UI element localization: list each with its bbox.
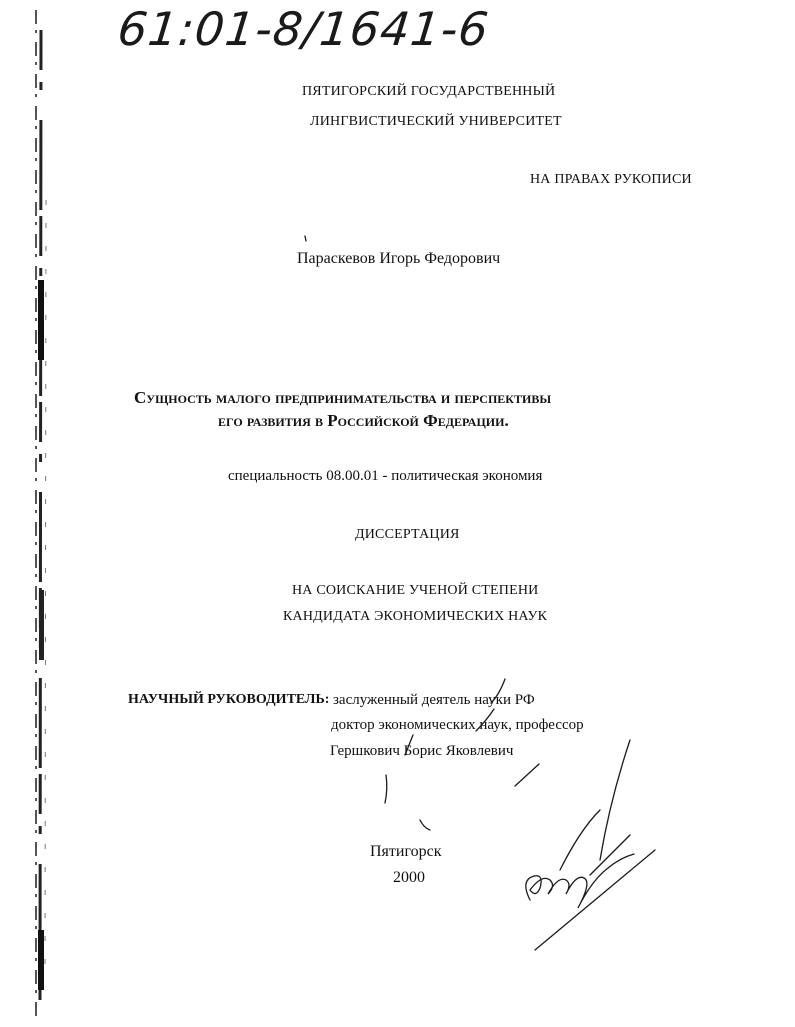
degree-line-1: НА СОИСКАНИЕ УЧЕНОЙ СТЕПЕНИ: [292, 583, 539, 598]
supervisor-label: НАУЧНЫЙ РУКОВОДИТЕЛЬ:: [128, 692, 330, 707]
dissertation-title-line-1: Сущность малого предпринимательства и перспективы: [134, 388, 552, 407]
rights-note: НА ПРАВАХ РУКОПИСИ: [530, 172, 692, 187]
specialty: специальность 08.00.01 - политическая экономия: [228, 468, 543, 484]
city: Пятигорск: [370, 843, 442, 860]
dissertation-title-line-2: его развития в Российской Федерации.: [218, 411, 509, 430]
university-name-line-1: ПЯТИГОРСКИЙ ГОСУДАРСТВЕННЫЙ: [302, 84, 556, 99]
supervisor-title-line-1: заслуженный деятель науки РФ: [333, 692, 535, 708]
archive-number-handwritten: 61:01-8/1641-6: [115, 2, 492, 56]
author-name: Параскевов Игорь Федорович: [297, 250, 501, 267]
supervisor-title-line-2: доктор экономических наук, профессор: [331, 717, 584, 733]
document-type: ДИССЕРТАЦИЯ: [355, 527, 460, 542]
supervisor-name: Гершкович Борис Яковлевич: [330, 743, 514, 759]
university-name-line-2: ЛИНГВИСТИЧЕСКИЙ УНИВЕРСИТЕТ: [310, 114, 562, 129]
year: 2000: [393, 869, 425, 886]
degree-line-2: КАНДИДАТА ЭКОНОМИЧЕСКИХ НАУК: [283, 609, 548, 624]
